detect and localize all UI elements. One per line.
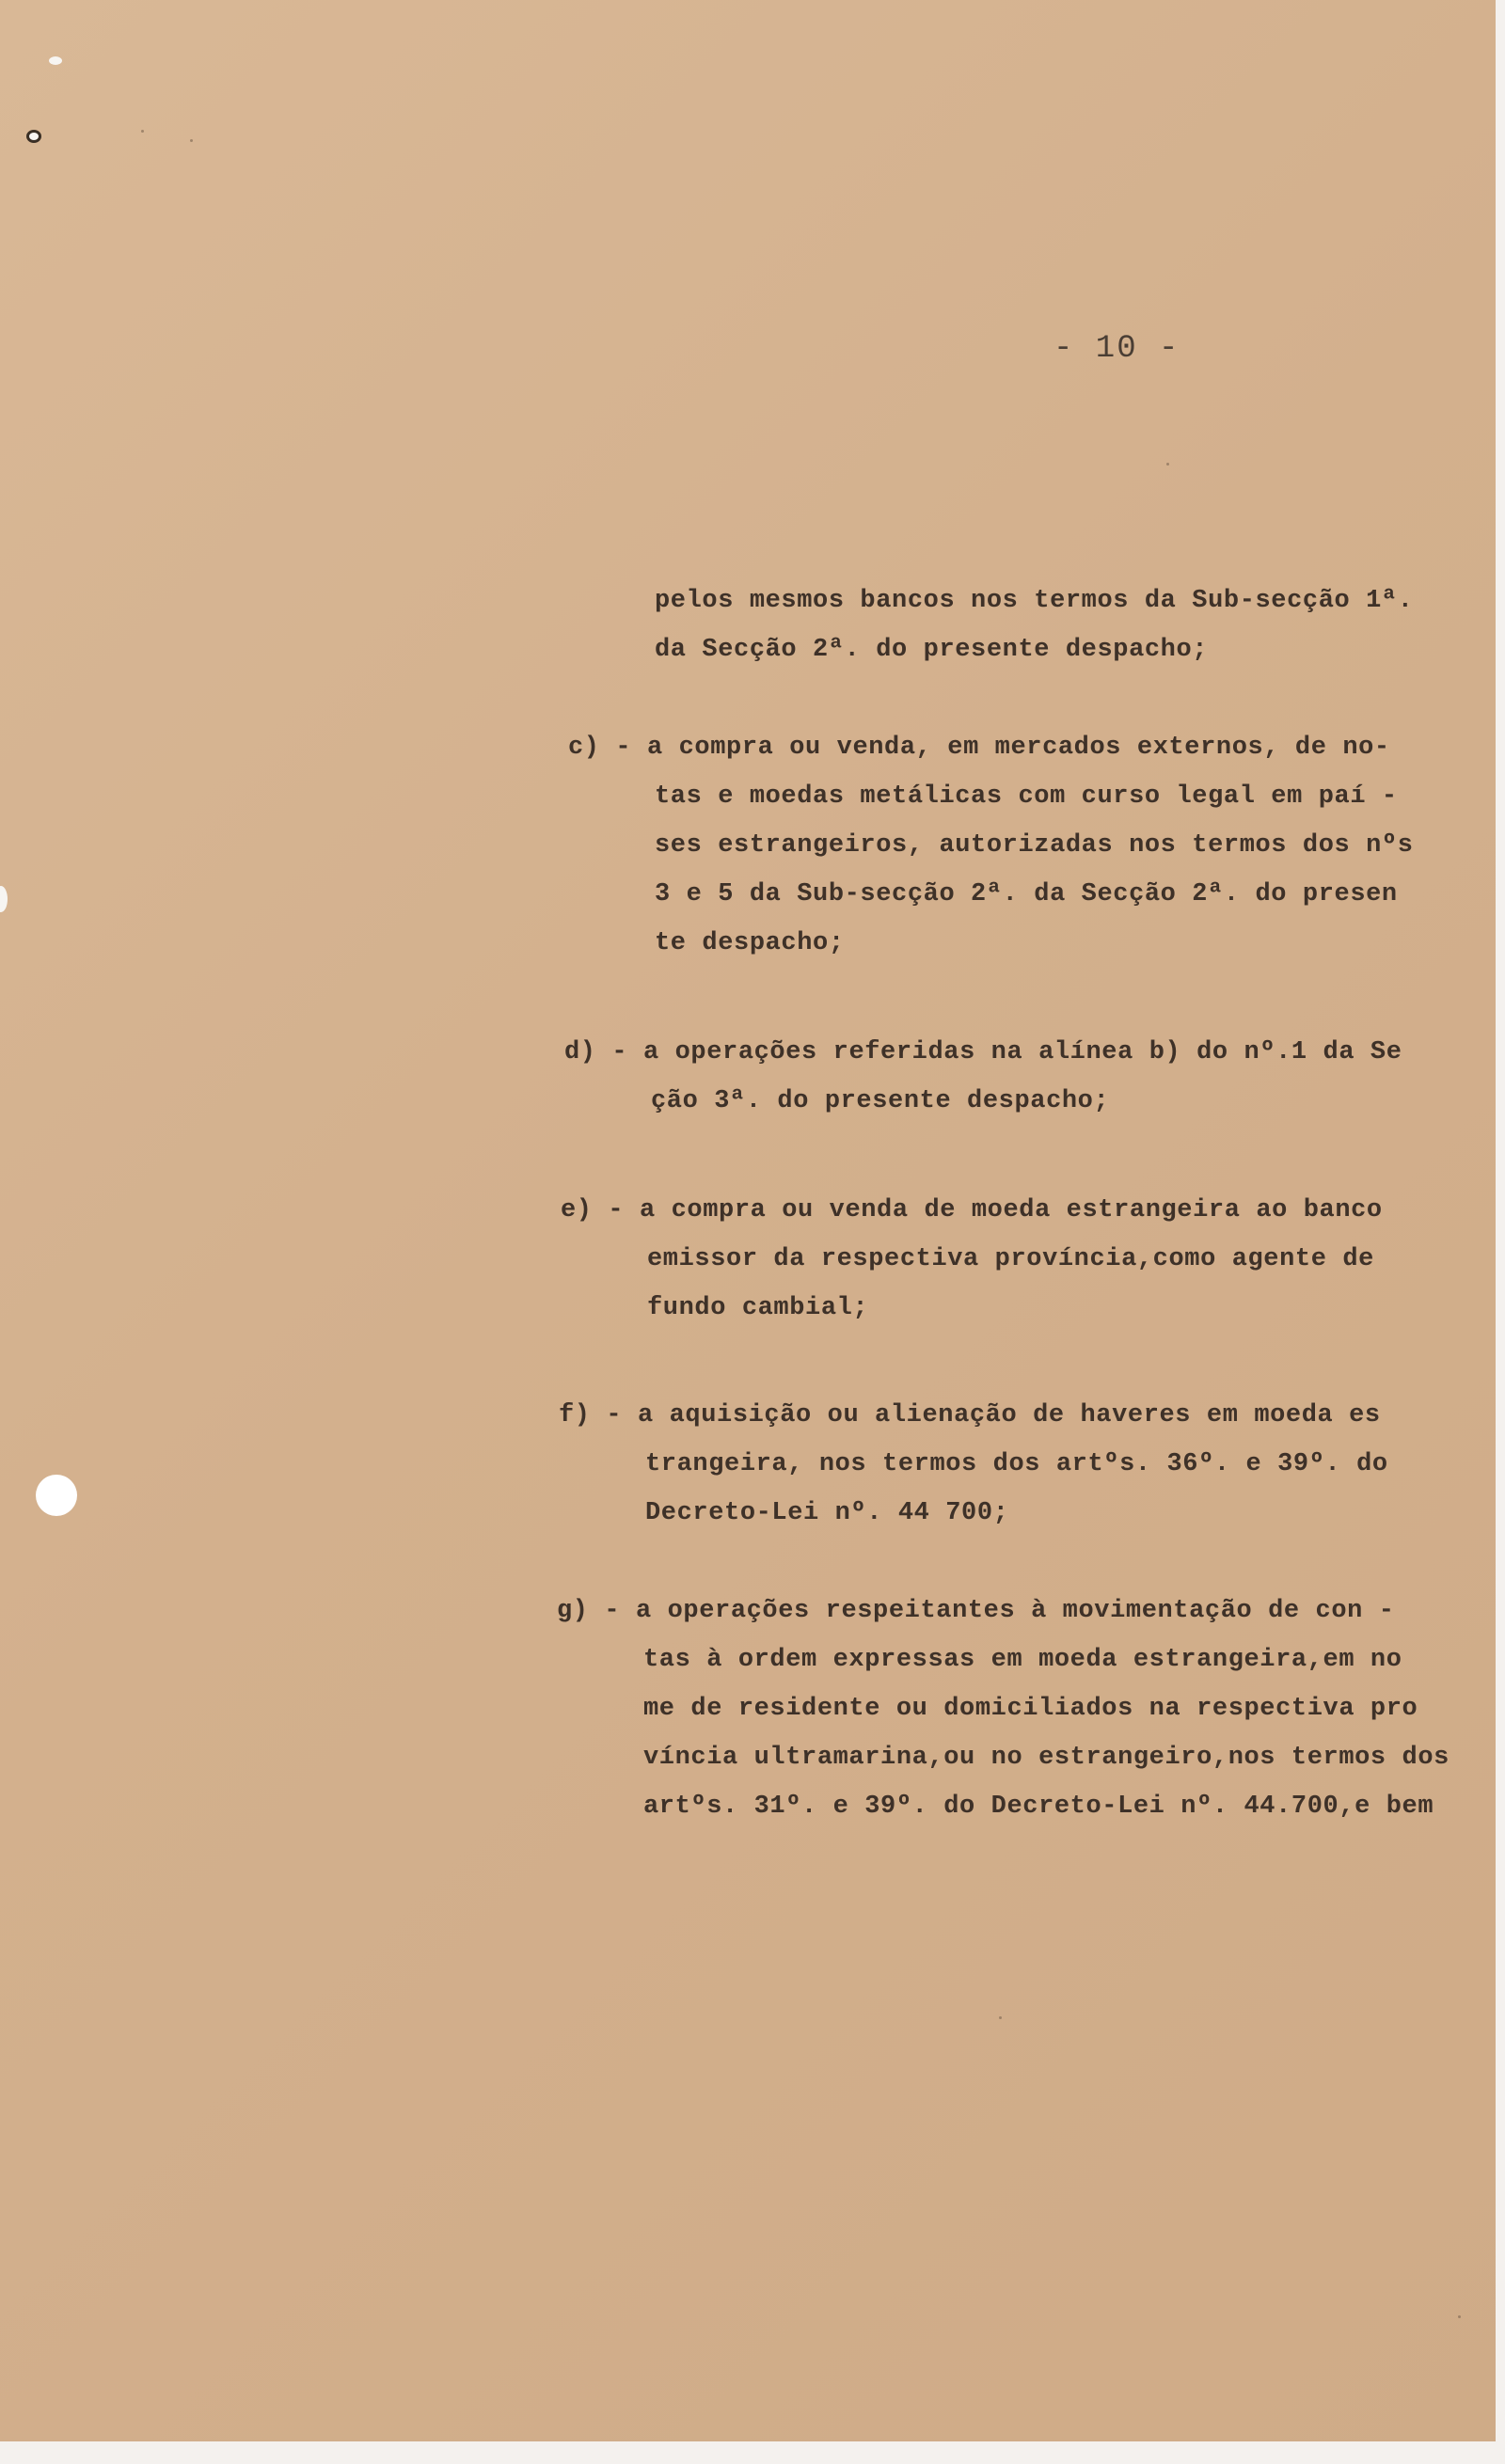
item-e-line: emissor da respectiva província,como agente de [647,1245,1374,1273]
item-g-line: tas à ordem expressas em moeda estrangeira,em no [643,1646,1402,1674]
page-number: - 10 - [1054,331,1180,367]
item-e-line: fundo cambial; [647,1294,869,1322]
text-line: pelos mesmos bancos nos termos da Sub-secção 1ª. [655,587,1414,615]
paper-speck [999,2016,1002,2019]
punch-hole [49,56,62,65]
item-c-line: tas e moedas metálicas com curso legal em paí - [655,782,1398,811]
item-c-line: 3 e 5 da Sub-secção 2ª. da Secção 2ª. do presen [655,880,1398,908]
item-d-line: ção 3ª. do presente despacho; [651,1087,1110,1115]
item-f-line: f) - a aquisição ou alienação de haveres em moeda es [559,1401,1381,1429]
item-g-line: me de residente ou domiciliados na respectiva pro [643,1695,1418,1723]
item-g-line: artºs. 31º. e 39º. do Decreto-Lei nº. 44.700,e bem [643,1793,1434,1821]
item-c-line: c) - a compra ou venda, em mercados externos, de no- [568,734,1390,762]
page-edge [1496,0,1505,2464]
item-c-line: ses estrangeiros, autorizadas nos termos dos nºs [655,831,1414,860]
paper-speck [141,130,144,133]
punch-hole [26,130,41,143]
item-d-line: d) - a operações referidas na alínea b) do nº.1 da Se [564,1038,1402,1066]
paper-speck [1458,2315,1461,2318]
punch-hole [36,1475,77,1516]
item-e-line: e) - a compra ou venda de moeda estrangeira ao banco [561,1196,1383,1224]
item-f-line: Decreto-Lei nº. 44 700; [645,1499,1009,1527]
punch-hole [0,886,8,912]
item-f-line: trangeira, nos termos dos artºs. 36º. e 39º. do [645,1450,1388,1478]
text-line: da Secção 2ª. do presente despacho; [655,636,1209,664]
paper-speck [1166,463,1169,466]
item-g-line: g) - a operações respeitantes à movimentação de con - [557,1597,1395,1625]
item-c-line: te despacho; [655,929,845,957]
item-g-line: víncia ultramarina,ou no estrangeiro,nos termos dos [643,1744,1450,1772]
page-edge [0,2441,1505,2464]
paper-speck [190,139,193,142]
